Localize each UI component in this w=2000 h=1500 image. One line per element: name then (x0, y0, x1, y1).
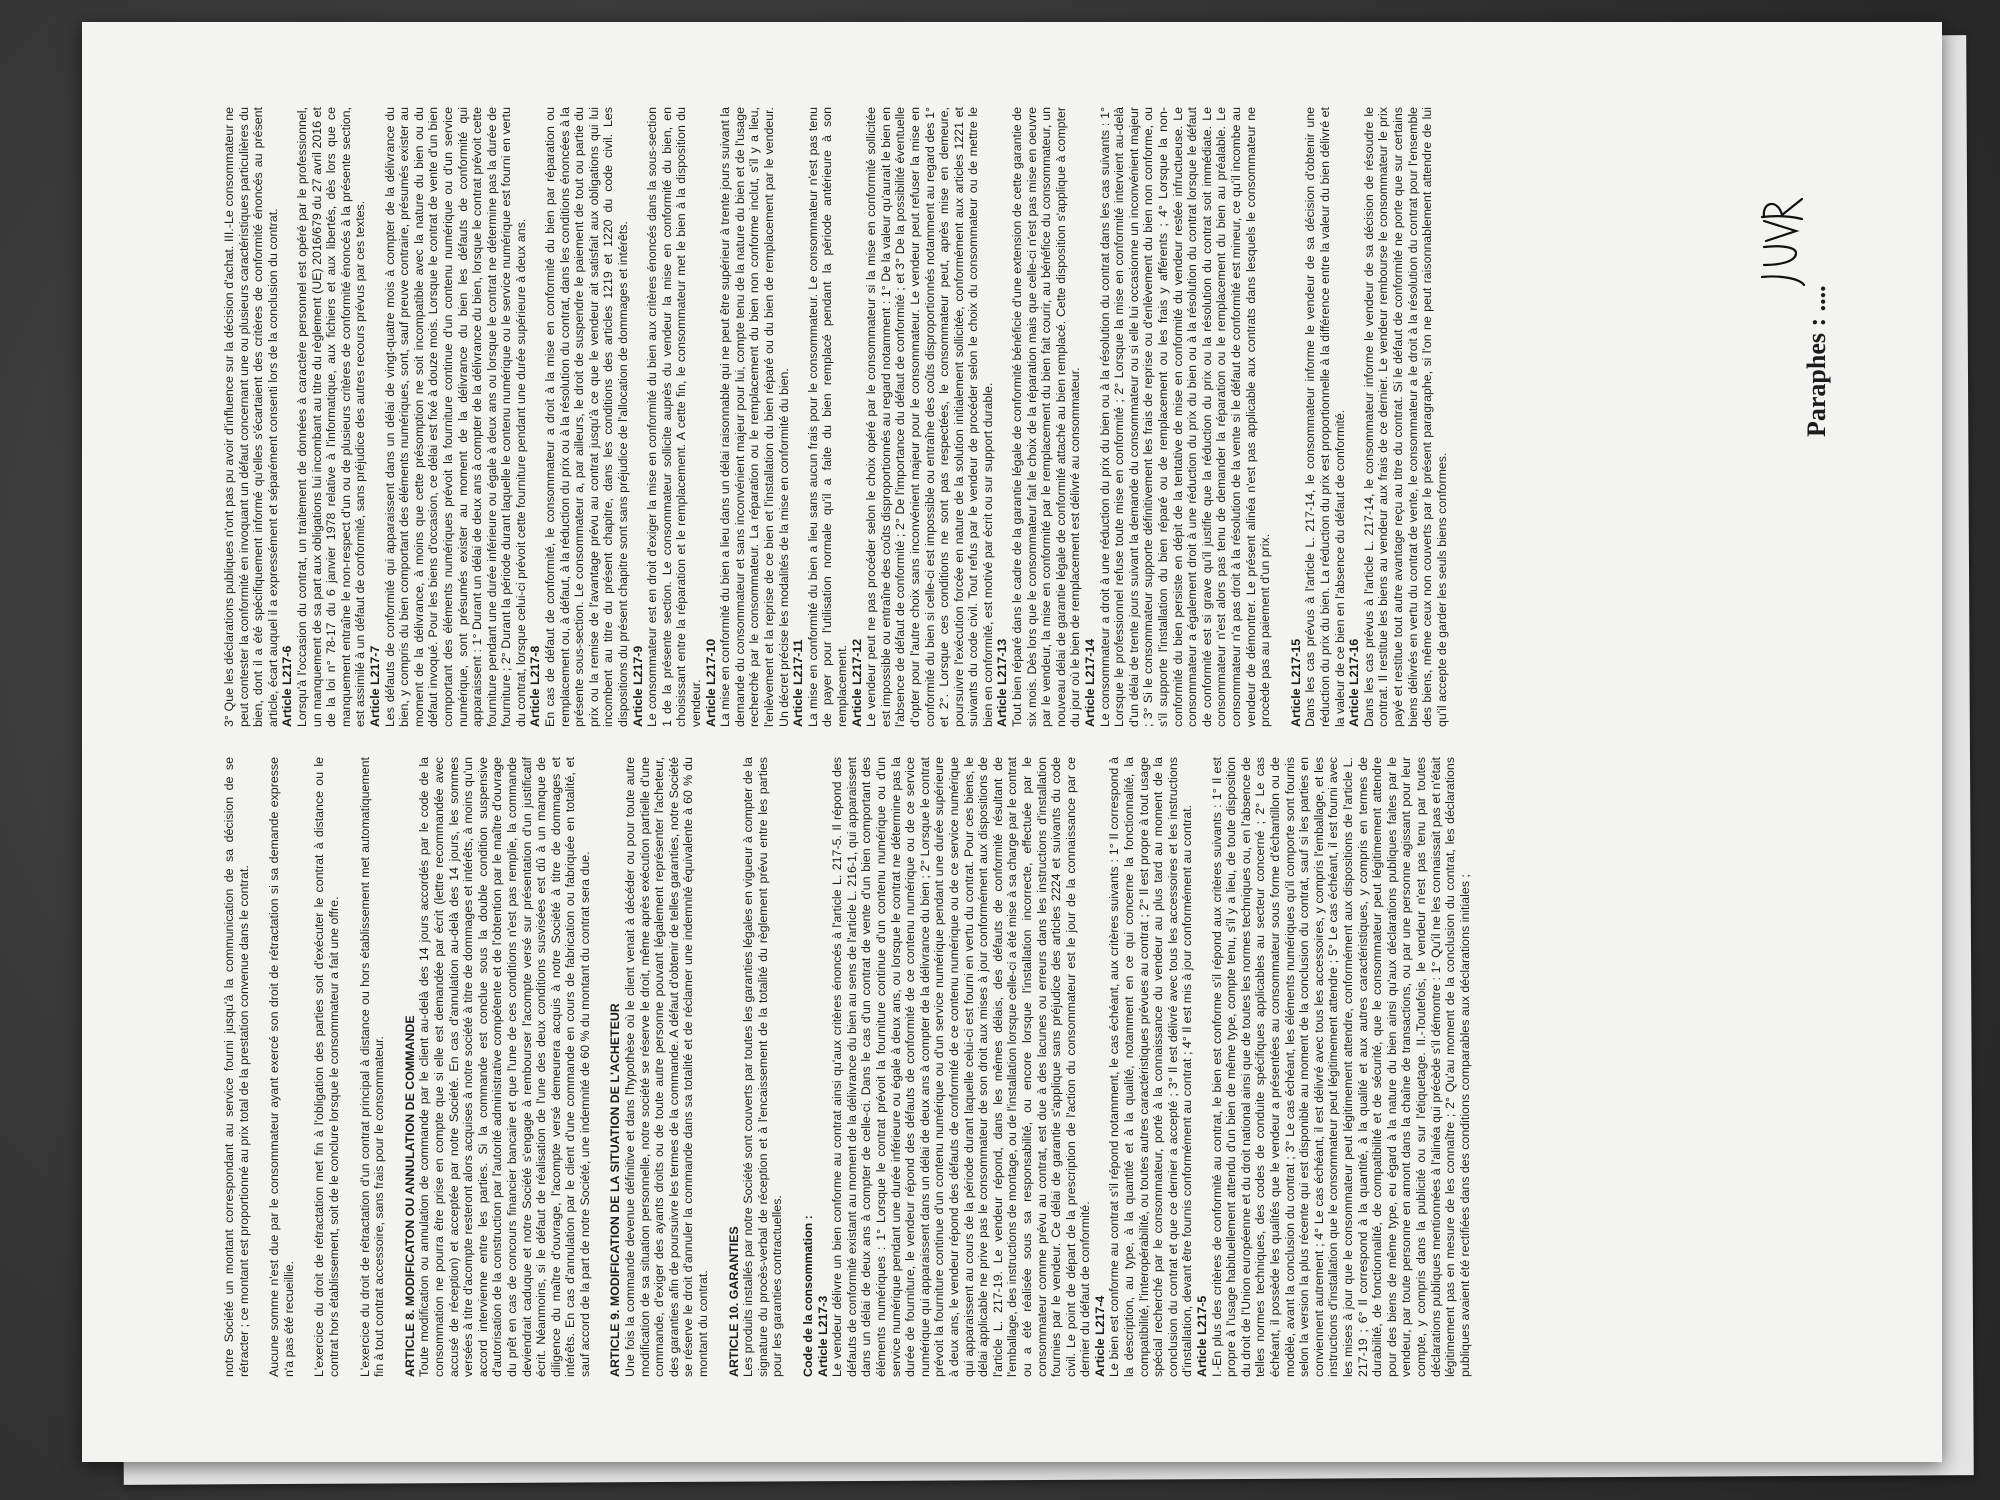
article-l217-3-text: Le vendeur délivre un bien conforme au contrat ainsi qu'aux critères énoncés à l'article L. 217-5. Il répond des défauts de conformité existant au moment de la délivrance du bien au sens de l'article L. 216-1, qui apparaissent dans un délai de deux ans à compter de celle-ci. Dans le cas d'un contrat de vente d'un bien comportant des éléments numériques : 1° Lorsque le contrat prévoit la fourniture continue d'un contenu numérique ou d'un service numérique pendant une durée inférieure ou égale à deux ans, ou lorsque le contrat ne détermine pas la durée de fourniture, le vendeur répond des défauts de conformité de ce contenu numérique ou de ce service numérique qui apparaissent dans un délai de deux ans à compter de la délivrance du bien ; 2° Lorsque le contrat prévoit la fourniture continue d'un contenu numérique ou d'un service numérique pendant une durée supérieure à deux ans, le vendeur répond des défauts de conformité de ce contenu numérique ou de ce service numérique qui apparaissent au cours de la période durant laquelle celui-ci est fourni en vertu du contrat. Pour ces biens, le délai applicable ne prive pas le consommateur de son droit aux mises à jour conformément aux dispositions de l'article L. 217-19. Le vendeur répond, dans les mêmes délais, des défauts de conformité résultant de l'emballage, des instructions de montage, ou de l'installation lorsque celle-ci a été mise à sa charge par le contrat ou a été réalisée sous sa responsabilité, ou encore lorsque l'installation incorrecte, effectuée par le consommateur comme prévu au contrat, est due à des lacunes ou erreurs dans les instructions d'installation fournies par le vendeur. Ce délai de garantie s'applique sans préjudice des articles 2224 et suivants du code civil. Le point de départ de la prescription de l'action du consommateur est le jour de la connaissance par ce dernier du défaut de conformité. (830, 757, 1093, 1377)
article-l217-13-text: Tout bien réparé dans le cadre de la garantie légale de conformité bénéficie d'une extension de cette garantie de six mois. Dès lors que le consommateur fait le choix de la réparation mais que celle-ci n'est pas mise en oeuvre par le vendeur, la mise en conformité par le remplacement du bien fait courir, au bénéfice du consommateur, un nouveau délai de garantie légale de conformité attaché au bien remplacé. Cette disposition s'applique à compter du jour où le bien de remplacement est délivré au consommateur. (1010, 107, 1083, 727)
article-l217-16-text: Dans les cas prévus à l'article L. 217-14, le consommateur informe le vendeur de sa décision de résoudre le contrat. Il restitue les biens au vendeur aux frais de ce dernier. Le vendeur rembourse le consommateur le prix payé et restitue tout autre avantage reçu au titre du contrat. Si le défaut de conformité ne porte que sur certains biens délivrés en vertu du contrat de vente, le consommateur a le droit à la résolution du contrat pour l'ensemble des biens, même ceux non couverts par le présent paragraphe, si l'on ne peut raisonnablement attendre de lui qu'il accepte de garder les seuls biens conformes. (1361, 107, 1449, 727)
article-l217-7-text: Les défauts de conformité qui apparaissent dans un délai de vingt-quatre mois à compter de la délivrance du bien, y compris du bien comportant des éléments numériques, sont, sauf preuve contraire, présumés exister au moment de la délivrance, à moins que cette présomption ne soit incompatible avec la nature du bien ou du défaut invoqué. Pour les biens d'occasion, ce délai est fixé à douze mois. Lorsque le contrat de vente d'un bien comportant des éléments numériques prévoit la fourniture continue d'un contenu numérique ou d'un service numérique, sont présumés exister au moment de la délivrance du bien les défauts de conformité qui apparaissent : 1° Durant un délai de deux ans à compter de la délivrance du bien, lorsque le contrat prévoit cette fourniture pendant une durée inférieure ou égale à deux ans ou lorsque le contrat ne détermine pas la durée de fourniture ; 2° Durant la période durant laquelle le contenu numérique ou le service numérique est fourni en vertu du contrat, lorsque celui-ci prévoit cette fourniture pendant une durée supérieure à deux ans. (382, 107, 528, 727)
code-consommation-heading: Code de la consommation : (801, 1215, 815, 1377)
article-l217-14-text: Le consommateur a droit à une réduction du prix du bien ou à la résolution du contrat dans les cas suivants : 1° Lorsque le professionnel refuse toute mise en conformité ; 2° Lorsque la mise en conformité intervient au-delà d'un délai de trente jours suivant la demande du consommateur ou si elle lui occasionne un inconvénient majeur ; 3° Si le consommateur supporte définitivement les frais de reprise ou d'enlèvement du bien non conforme, ou s'il supporte l'installation du bien réparé ou de remplacement ou les frais y afférents ; 4° Lorsque la non-conformité du bien persiste en dépit de la tentative de mise en conformité du vendeur restée infructueuse. Le consommateur a également droit à une réduction du prix du bien ou à la résolution du contrat lorsque le défaut de conformité est si grave qu'il justifie que la réduction du prix ou la résolution du contrat soit immédiate. Le consommateur n'est alors pas tenu de demander la réparation ou le remplacement du bien au préalable. Le consommateur n'a pas droit à la résolution de la vente si le défaut de conformité est mineur, ce qu'il incombe au vendeur de démontrer. Le présent alinéa n'est pas applicable aux contrats dans lesquels le consommateur ne procède pas au paiement d'un prix. (1097, 107, 1273, 727)
article-10-text: Les produits installés par notre Société sont couverts par toutes les garanties légales en vigueur à compter de la signature du procès-verbal de réception et à l'encaissement de la totalité du règlement prévu entre les parties pour les garanties contractuelles. (741, 757, 785, 1377)
article-l217-10-text: La mise en conformité du bien a lieu dans un délai raisonnable qui ne peut être supérieur à trente jours suivant la demande du consommateur et sans inconvénient majeur pour lui, compte tenu de la nature du bien et de l'usage recherché par le consommateur. La réparation ou le remplacement du bien non conforme inclut, s'il y a lieu, l'enlèvement et la reprise de ce bien et l'installation du bien réparé ou du bien de remplacement par le vendeur. Un décret précise les modalités de la mise en conformité du bien. (718, 107, 791, 727)
article-l217-10-heading: Article L217-10 (703, 638, 718, 727)
article-l217-13-heading: Article L217-13 (995, 638, 1010, 727)
article-l217-9-heading: Article L217-9 (630, 645, 645, 727)
paragraph: 3° Que les déclarations publiques n'ont pas pu avoir d'influence sur la décision d'achat. III.-Le consommateur ne peut contester la conformité en invoquant un défaut concernant une ou plusieurs caractéristiques particulières du bien, dont il a été spécifiquement informé qu'elles s'écartaient des critères de conformité énoncés au présent article, écart auquel il a expressément et séparément consenti lors de la conclusion du contrat. (222, 107, 280, 727)
left-column (222, 757, 1782, 1377)
article-l217-14-heading: Article L217-14 (1083, 638, 1098, 727)
article-l217-7-heading: Article L217-7 (367, 645, 382, 727)
article-l217-15-text: Dans les cas prévus à l'article L. 217-14, le consommateur informe le vendeur de sa décision d'obtenir une réduction du prix du bien. La réduction du prix est proportionnelle à la différence entre la valeur du bien délivré et la valeur de ce bien en l'absence du défaut de conformité. (1303, 107, 1347, 727)
article-l217-15-heading: Article L217-15 (1288, 638, 1303, 727)
paragraph: Aucune somme n'est due par le consommateur ayant exercé son droit de rétractation si sa demande expresse n'a pas été recueillie. (267, 757, 296, 1377)
article-l217-6-text: Lorsqu'à l'occasion du contrat, un traitement de données à caractère personnel est opéré par le professionnel, un manquement de sa part aux obligations lui incombant au titre du règlement (UE) 2016/679 du 27 avril 2016 et de la loi n° 78-17 du 6 janvier 1978 relative à l'informatique, aux fichiers et aux libertés, dès lors que ce manquement entraîne le non-respect d'un ou de plusieurs critères de conformité énoncés à la présente section, est assimilé à un défaut de conformité, sans préjudice des autres recours prévus par ces textes. (294, 107, 368, 727)
paragraph: L'exercice du droit de rétractation met fin à l'obligation des parties soit d'exécuter le contrat à distance ou le contrat hors établissement, soit de le conclure lorsque le consommateur a fait une offre. (312, 757, 341, 1377)
article-l217-12-text: Le vendeur peut ne pas procéder selon le choix opéré par le consommateur si la mise en conformité sollicitée est impossible ou entraîne des coûts disproportionnés au regard notamment : 1° De la valeur qu'aurait le bien en l'absence de défaut de conformité ; 2° De l'importance du défaut de conformité ; et 3° De la possibilité éventuelle d'opter pour l'autre choix sans inconvénient majeur pour le consommateur. Le vendeur peut refuser la mise en conformité du bien si celle-ci est impossible ou entraîne des coûts disproportionnés notamment au regard des 1° et 2°. Lorsque ces conditions ne sont pas respectées, le consommateur peut, après mise en demeure, poursuivre l'exécution forcée en nature de la solution initialement sollicitée, conformément aux articles 1221 et suivants du code civil. Tout refus par le vendeur de procéder selon le choix du consommateur ou de mettre le bien en conformité, est motivé par écrit ou sur support durable. (864, 107, 995, 727)
article-l217-5-heading: Article L217-5 (1195, 1295, 1210, 1377)
article-l217-3-heading: Article L217-3 (815, 1295, 830, 1377)
article-9-heading: ARTICLE 9. MODIFICATION DE LA SITUATION DE L'ACHETEUR (608, 1003, 623, 1377)
article-8-heading: ARTICLE 8. MODIFICATON OU ANNULATION DE COMMANDE (402, 1015, 417, 1377)
paragraph: L'exercice du droit de rétractation d'un contrat principal à distance ou hors établissement met automatiquement fin à tout contrat accessoire, sans frais pour le consommateur. (357, 757, 387, 1377)
article-l217-11-heading: Article L217-11 (791, 639, 806, 727)
article-l217-8-text: En cas de défaut de conformité, le consommateur a droit à la mise en conformité du bien par réparation ou remplacement ou, à défaut, à la réduction du prix ou à la résolution du contrat, dans les conditions énoncées à la présente sous-section. Le consommateur a, par ailleurs, le droit de suspendre le paiement de tout ou partie du prix ou la remise de l'avantage prévu au contrat jusqu'à ce que le vendeur ait satisfait aux obligations qui lui incombent au titre du présent chapitre, dans les conditions des articles 1219 et 1220 du code civil. Les dispositions du présent chapitre sont sans préjudice de l'allocation de dommages et intérêts. (543, 107, 631, 727)
article-l217-4-text: Le bien est conforme au contrat s'il répond notamment, le cas échéant, aux critères suivants : 1° Il correspond à la description, au type, à la quantité et à la qualité, notamment en ce qui concerne la fonctionnalité, la compatibilité, l'interopérabilité, ou toutes autres caractéristiques prévues au contrat ; 2° Il est propre à tout usage spécial recherché par le consommateur, porté à la connaissance du vendeur au plus tard au moment de la conclusion du contrat et que ce dernier a accepté ; 3° Il est délivré avec tous les accessoires et les instructions d'installation, devant être fournis conformément au contrat ; 4° Il est mis à jour conformément au contrat. (1107, 757, 1195, 1377)
article-l217-16-heading: Article L217-16 (1347, 638, 1362, 727)
article-l217-8-heading: Article L217-8 (528, 645, 543, 727)
paragraph: notre Société un montant correspondant au service fourni jusqu'à la communication de sa décision de se rétracter ; ce montant est proportionné au prix total de la prestation convenue dans le contrat. (222, 757, 251, 1377)
article-l217-5-text: I.-En plus des critères de conformité au contrat, le bien est conforme s'il répond aux critères suivants : 1° Il est propre à l'usage habituellement attendu d'un bien de même type, compte tenu, s'il y a lieu, de toute disposition du droit de l'Union européenne et du droit national ainsi que de toutes les normes techniques ou, en l'absence de telles normes techniques, des codes de conduite spécifiques applicables au secteur concerné ; 2° Le cas échéant, il possède les qualités que le vendeur a présentées au consommateur sous forme d'échantillon ou de modèle, avant la conclusion du contrat ; 3° Le cas échéant, les éléments numériques qu'il comporte sont fournis selon la version la plus récente qui est disponible au moment de la conclusion du contrat, sauf si les parties en conviennent autrement ; 4° Le cas échéant, il est délivré avec tous les accessoires, y compris l'emballage, et les instructions d'installation que le consommateur peut légitimement attendre ; 5° Le cas échéant, il est fourni avec les mises à jour que le consommateur peut légitimement attendre, conformément aux dispositions de l'article L. 217-19 ; 6° Il correspond à la quantité, à la qualité et aux autres caractéristiques, y compris en termes de durabilité, de fonctionnalité, de compatibilité et de sécurité, que le consommateur peut légitimement attendre pour des biens de même type, eu égard à la nature du bien ainsi qu'aux déclarations publiques faites par le vendeur, par toute personne en amont dans la chaîne de transactions, ou par une personne agissant pour leur compte, y compris dans la publicité ou sur l'étiquetage. II.-Toutefois, le vendeur n'est pas tenu par toutes déclarations publiques mentionnées à l'alinéa qui précède s'il démontre : 1° Qu'il ne les connaissait pas et n'était légitimement pas en mesure de les connaître ; 2° Qu'au moment de la conclusion du contrat, les déclarations publiques avaient été rectifiées dans des conditions comparables aux déclarations initiales ; (1209, 757, 1472, 1377)
article-l217-12-heading: Article L217-12 (849, 638, 864, 727)
article-9-text: Une fois la commande devenue définitive et dans l'hypothèse où le client venait à décéder ou pour toute autre modification de sa situation personnelle, notre société se réserve le droit, même après exécution partielle d'une commande, d'exiger des ayants droits ou de toute autre personne pouvant légalement représenter l'acheteur, des garanties afin de poursuivre les termes de la commande. A défaut d'obtenir de telles garanties, notre Société se réserve le droit d'annuler la commande dans sa totalité et de réclamer une indemnité équivalente à 60 % du montant du contrat. (623, 757, 711, 1377)
rotated-page (112, 47, 1912, 1437)
article-l217-4-heading: Article L217-4 (1092, 1295, 1107, 1377)
article-l217-11-text: La mise en conformité du bien a lieu sans aucun frais pour le consommateur. Le consommateur n'est pas tenu de payer pour l'utilisation normale qu'il a faite du bien remplacé pendant la période antérieure à son remplacement. (805, 107, 849, 727)
paraphes-label: Paraphes : .... (1802, 285, 1831, 437)
article-l217-9-text: Le consommateur est en droit d'exiger la mise en conformité du bien aux critères énoncés dans la sous-section 1 de la présente section. Le consommateur sollicite auprès du vendeur la mise en conformité du bien, en choisissant entre la réparation et le remplacement. A cette fin, le consommateur met le bien à la disposition du vendeur. (645, 107, 703, 727)
article-10-heading: ARTICLE 10. GARANTIES (726, 1226, 741, 1377)
right-column (222, 107, 1782, 727)
paper-sheet (82, 22, 1942, 1462)
article-8-text: Toute modification ou annulation de commande par le client au-delà des 14 jours accordés par le code de la consommation ne pourra être prise en compte que si elle est demandée par écrit (lettre recommandée avec accusé de réception) et acceptée par notre Société. En cas d'annulation au-delà des 14 jours, les sommes versées à titre d'acompte resteront alors acquises à notre société à titre de dommages et intérêts, à moins qu'un accord intervienne entre les parties. Si la commande est conclue sous la double condition suspensive d'autorisation de la construction par l'autorité administrative compétente et de l'obtention par le maître d'ouvrage du prêt en cas de concours financier bancaire et que l'une de ces conditions n'est pas remplie, la commande deviendrait caduque et notre Société s'engage à rembourser l'acompte versé sur présentation d'un justificatif écrit. Néanmoins, si le défaut de réalisation de l'une des deux conditions susvisées est dû à un manque de diligence du maître d'ouvrage, l'acompte versé demeurera acquis à notre Société à titre de dommages et intérêts. En cas d'annulation par le client d'une commande en cours de fabrication ou fabriquée en totalité, et sauf accord de la part de notre Société, une indemnité de 60 % du montant du contrat sera due. (417, 757, 592, 1377)
article-l217-6-heading: Article L217-6 (280, 645, 295, 727)
